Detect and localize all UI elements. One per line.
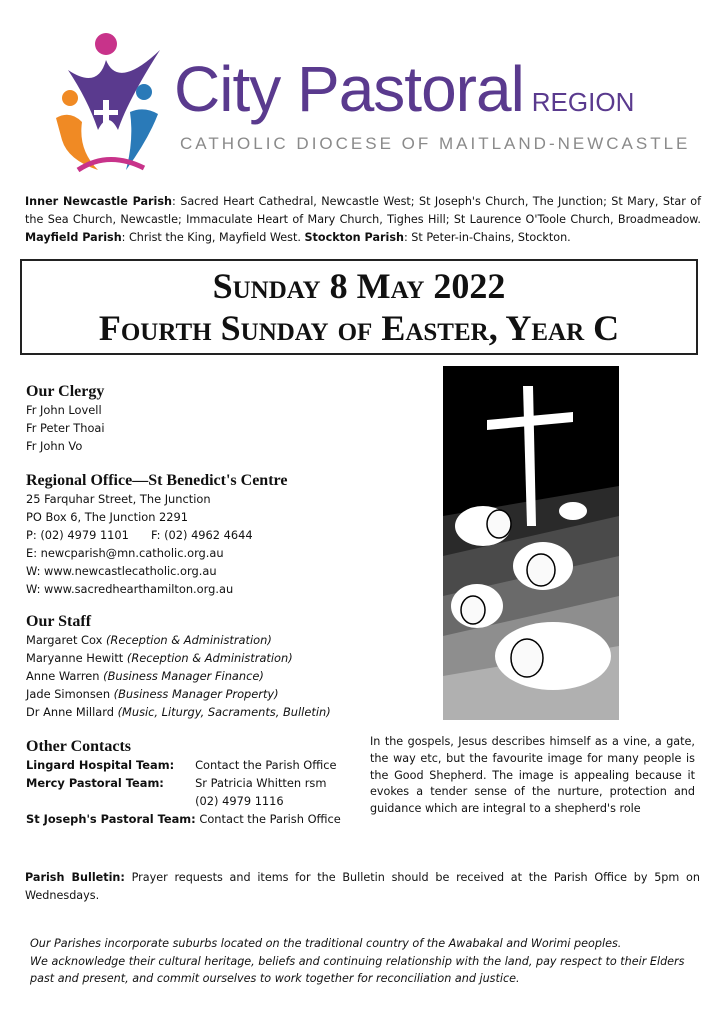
staff-member xyxy=(26,649,331,667)
contact-label: St Joseph's Pastoral Team: xyxy=(26,812,196,826)
acknowledgement-of-country xyxy=(30,935,700,988)
staff-role: (Reception & Administration) xyxy=(105,633,272,647)
table-row xyxy=(26,774,341,792)
staff-name: Dr Anne Millard xyxy=(26,705,118,719)
office-heading: Regional Office—St Benedict's Centre xyxy=(26,472,288,489)
contact-label: Mercy Pastoral Team: xyxy=(26,776,164,790)
staff-role: (Reception & Administration) xyxy=(126,651,293,665)
staff-member xyxy=(26,631,331,649)
city-pastoral-logo xyxy=(48,30,168,178)
table-row xyxy=(26,756,341,774)
office-website[interactable]: W: www.newcastlecatholic.org.au xyxy=(26,564,217,578)
contacts-section xyxy=(26,738,341,828)
bulletin-note xyxy=(25,869,700,905)
diocese-name: CATHOLIC DIOCESE OF MAITLAND-NEWCASTLE xyxy=(180,134,691,153)
stockton-parish-label: Stockton Parish xyxy=(304,231,404,244)
contact-value: (02) 4979 1116 xyxy=(195,794,284,808)
staff-section xyxy=(26,613,331,721)
office-phone-row xyxy=(26,526,287,544)
office-po-box: PO Box 6, The Junction 2291 xyxy=(26,510,189,524)
bulletin-label: Parish Bulletin: xyxy=(25,871,125,884)
staff-name: Margaret Cox xyxy=(26,633,106,647)
brand-region: REGION xyxy=(531,87,635,117)
contact-value: Sr Patricia Whitten rsm xyxy=(195,776,327,790)
office-email[interactable]: E: newcparish@mn.catholic.org.au xyxy=(26,546,224,560)
staff-member xyxy=(26,703,331,721)
parishes-list xyxy=(25,193,701,247)
staff-role: (Business Manager Property) xyxy=(113,687,279,701)
office-website[interactable]: W: www.sacredhearthamilton.org.au xyxy=(26,582,234,596)
title-box xyxy=(20,259,698,355)
staff-name: Jade Simonsen xyxy=(26,687,114,701)
contacts-table xyxy=(26,756,341,828)
acknowledgement-line: Our Parishes incorporate suburbs located on the traditional country of the Awabakal and Worimi peoples. xyxy=(30,937,622,950)
inner-parish-label: Inner Newcastle Parish xyxy=(25,195,173,208)
staff-heading: Our Staff xyxy=(26,613,92,630)
staff-member xyxy=(26,667,331,685)
contact-value: Contact the Parish Office xyxy=(195,758,337,772)
clergy-name: Fr John Lovell xyxy=(26,403,102,417)
contacts-heading: Other Contacts xyxy=(26,738,132,755)
staff-role: (Business Manager Finance) xyxy=(103,669,264,683)
clergy-name: Fr Peter Thoai xyxy=(26,421,105,435)
office-address: 25 Farquhar Street, The Junction xyxy=(26,492,211,506)
clergy-name: Fr John Vo xyxy=(26,439,83,453)
good-shepherd-illustration xyxy=(443,366,619,720)
clergy-heading: Our Clergy xyxy=(26,383,105,400)
clergy-section xyxy=(26,383,105,455)
staff-role: (Music, Liturgy, Sacraments, Bulletin) xyxy=(117,705,331,719)
brand-name: City Pastoral xyxy=(174,53,524,125)
table-row xyxy=(26,792,341,810)
office-section xyxy=(26,472,287,598)
bulletin-text: Prayer requests and items for the Bulletin should be received at the Parish Office by 5pm on Wednesdays. xyxy=(25,871,700,902)
office-phone: P: (02) 4979 1101 xyxy=(26,528,129,542)
contact-label: Lingard Hospital Team: xyxy=(26,758,175,772)
table-row xyxy=(26,810,341,828)
acknowledgement-line: We acknowledge their cultural heritage, beliefs and continuing relationship with the land, pay respect to their Elders past and present, and commit ourselves to work together for reconciliation and justice. xyxy=(30,954,685,985)
staff-member xyxy=(26,685,331,703)
inner-parish-text: : Sacred Heart Cathedral, Newcastle West; St Joseph's Church, The Junction; St Mary, Star of the Sea Church, Newcastle; Immaculate Heart of Mary Church, Tighes Hill; St Laurence O'Toole Church, Broadmeadow. xyxy=(25,195,702,226)
mayfield-parish-label: Mayfield Parish xyxy=(25,231,122,244)
office-fax: F: (02) 4962 4644 xyxy=(150,528,253,542)
image-caption: In the gospels, Jesus describes himself as a vine, a gate, the way etc, but the favourite image for many people is the Good Shepherd. The image is appealing because it evokes a tender sense of the nurture, protection and guidance which are integral to a shepherd's role xyxy=(370,735,695,816)
liturgical-title: Fourth Sunday of Easter, Year C xyxy=(98,308,620,348)
contact-value: Contact the Parish Office xyxy=(199,812,341,826)
staff-name: Anne Warren xyxy=(26,669,104,683)
mayfield-parish-text: : Christ the King, Mayfield West. xyxy=(121,231,305,244)
stockton-parish-text: : St Peter-in-Chains, Stockton. xyxy=(403,231,571,244)
staff-name: Maryanne Hewitt xyxy=(26,651,127,665)
brand-title xyxy=(174,52,634,126)
date-title: Sunday 8 May 2022 xyxy=(212,266,506,306)
